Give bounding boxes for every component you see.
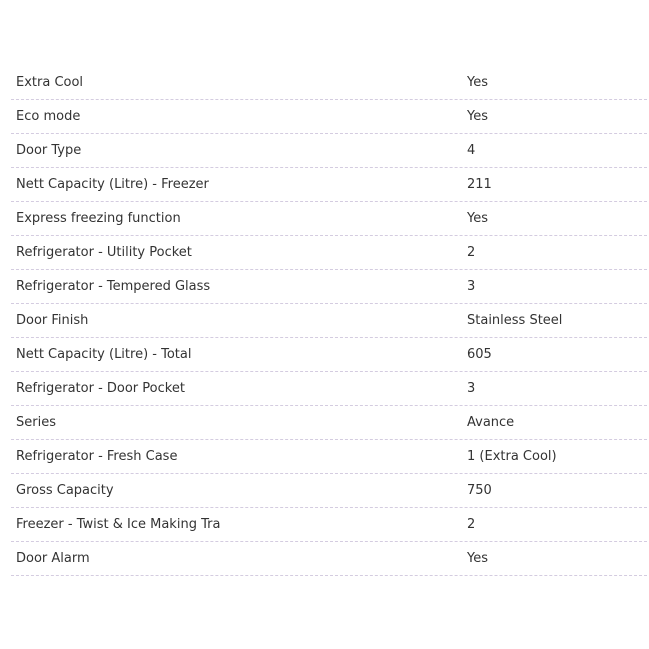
spec-value: Stainless Steel: [467, 313, 563, 328]
spec-value: 2: [467, 517, 476, 532]
spec-value: 1 (Extra Cool): [467, 449, 557, 464]
spec-label: Eco mode: [16, 109, 81, 124]
spec-row-gross-capacity: [11, 474, 647, 508]
spec-row-total-capacity: [11, 338, 647, 372]
spec-label: Extra Cool: [16, 75, 84, 90]
spec-value: 3: [467, 381, 476, 396]
spec-label: Door Type: [16, 143, 82, 158]
spec-value: 2: [467, 245, 476, 260]
spec-value: Yes: [467, 109, 488, 124]
spec-table: [11, 66, 647, 576]
spec-row-door-alarm: [11, 542, 647, 576]
spec-row-door-finish: [11, 304, 647, 338]
spec-row-door-type: [11, 134, 647, 168]
spec-row-express-freezing: [11, 202, 647, 236]
spec-value: 3: [467, 279, 476, 294]
spec-label: Door Alarm: [16, 551, 90, 566]
spec-value: Avance: [467, 415, 515, 430]
spec-label: Refrigerator - Fresh Case: [16, 449, 178, 464]
spec-row-extra-cool: [11, 66, 647, 100]
spec-value: Yes: [467, 551, 488, 566]
spec-value: 211: [467, 177, 492, 192]
spec-row-eco-mode: [11, 100, 647, 134]
spec-label: Door Finish: [16, 313, 89, 328]
spec-label: Refrigerator - Utility Pocket: [16, 245, 192, 260]
spec-label: Refrigerator - Door Pocket: [16, 381, 185, 396]
spec-label: Express freezing function: [16, 211, 181, 226]
spec-row-freezer-capacity: [11, 168, 647, 202]
spec-label: Nett Capacity (Litre) - Total: [16, 347, 192, 362]
spec-row-utility-pocket: [11, 236, 647, 270]
spec-label: Nett Capacity (Litre) - Freezer: [16, 177, 209, 192]
spec-row-door-pocket: [11, 372, 647, 406]
spec-value: 750: [467, 483, 492, 498]
spec-value: 605: [467, 347, 492, 362]
spec-value: Yes: [467, 75, 488, 90]
spec-row-fresh-case: [11, 440, 647, 474]
spec-row-tempered-glass: [11, 270, 647, 304]
spec-value: Yes: [467, 211, 488, 226]
spec-row-ice-making-tray: [11, 508, 647, 542]
spec-row-series: [11, 406, 647, 440]
spec-label: Refrigerator - Tempered Glass: [16, 279, 211, 294]
spec-label: Gross Capacity: [16, 483, 114, 498]
spec-label: Series: [16, 415, 56, 430]
spec-value: 4: [467, 143, 476, 158]
spec-label: Freezer - Twist & Ice Making Tra: [16, 517, 221, 532]
